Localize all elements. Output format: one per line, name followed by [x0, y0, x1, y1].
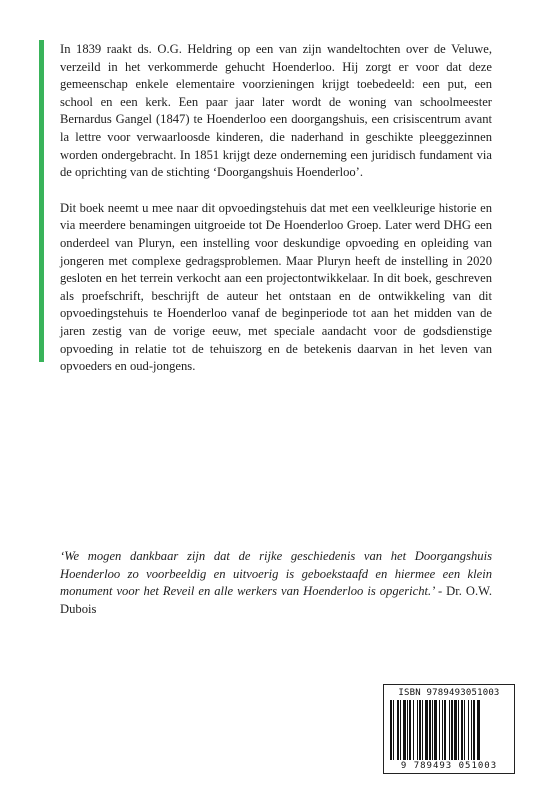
- barcode-bar: [473, 700, 475, 760]
- accent-bar: [39, 40, 44, 362]
- barcode-bar: [397, 700, 399, 760]
- barcode-bar: [413, 700, 414, 760]
- quote-text: ‘We mogen dankbaar zijn dat de rijke geschiedenis van het Doorgangshuis Hoenderloo zo voorbeeldig en uitvoerig is geboekstaafd en hiermee een klein monument voor het Reveil en alle werkers van Hoenderloo is opgericht.’: [60, 549, 492, 599]
- barcode-bar: [409, 700, 411, 760]
- back-cover-text: [60, 41, 492, 394]
- barcode-bar: [461, 700, 463, 760]
- barcode-bar: [422, 700, 423, 760]
- barcode-bar: [407, 700, 408, 760]
- barcode-bar: [417, 700, 418, 760]
- barcode-bar: [451, 700, 453, 760]
- barcode-bar: [432, 700, 433, 760]
- barcode-bar: [444, 700, 446, 760]
- barcode-bars: [390, 700, 508, 760]
- barcode-bar: [393, 700, 394, 760]
- barcode-bar: [477, 700, 480, 760]
- quote-author: - Dr. O.W. Dubois: [60, 584, 492, 616]
- isbn-label: ISBN 9789493051003: [398, 688, 500, 698]
- barcode-bar: [434, 700, 437, 760]
- paragraph-history: In 1839 raakt ds. O.G. Heldring op een van zijn wandeltochten over de Veluwe, verzeild in het verkommerde gehucht Hoenderloo. Hij zorgt er voor dat deze gemeenschap enkele elementaire voorzieningen krijgt toebedeeld: een put, een school en een kerk. Een paar jaar later wordt de woning van schoolmeester Bernardus Gangel (1847) te Hoenderloo een doorgangshuis, een crisiscentrum avant la lettre voor verwaarloosde kinderen, die naderhand in geschikte pleeggezinnen worden ondergebracht. In 1851 krijgt deze onderneming een juridisch fundament via de oprichting van de stichting ‘Doorgangshuis Hoenderloo’.: [60, 42, 492, 180]
- barcode-bar: [390, 700, 392, 760]
- barcode-bar: [464, 700, 465, 760]
- barcode-bar: [442, 700, 443, 760]
- barcode-bar: [419, 700, 421, 760]
- barcode-bar: [454, 700, 457, 760]
- barcode-bar: [471, 700, 472, 760]
- barcode-bar: [458, 700, 459, 760]
- barcode-bar: [449, 700, 450, 760]
- barcode-bar: [403, 700, 406, 760]
- barcode-bar: [429, 700, 431, 760]
- barcode-bar: [468, 700, 469, 760]
- barcode-bar: [425, 700, 428, 760]
- barcode-bar: [439, 700, 440, 760]
- review-quote: [60, 548, 492, 618]
- barcode-digits: 9 789493 051003: [400, 761, 498, 771]
- barcode-bar: [400, 700, 401, 760]
- paragraph-book-summary: Dit boek neemt u mee naar dit opvoedingstehuis dat met een veelkleurige historie en via meerdere benamingen uitgroeide tot De Hoenderloo Groep. Later werd DHG een onderdeel van Pluryn, een instelling voor deskundige opvoeding en opleiding van jongeren met complexe gedragsproblemen. Maar Pluryn heeft de instelling in 2020 gesloten en het terrein verkocht aan een projectontwikkelaar. In dit boek, geschreven als proefschrift, beschrijft de auteur het ontstaan en de ontwikkeling van dit opvoedingstehuis te Hoenderloo vanaf de beginperiode tot aan het midden van de jaren zestig van de vorige eeuw, met speciale aandacht voor de godsdienstige opvoeding in relatie tot de tehuiszorg en de betekenis daarvan in het leven van opvoeders en oud-jongens.: [60, 200, 492, 374]
- isbn-barcode: [383, 684, 515, 774]
